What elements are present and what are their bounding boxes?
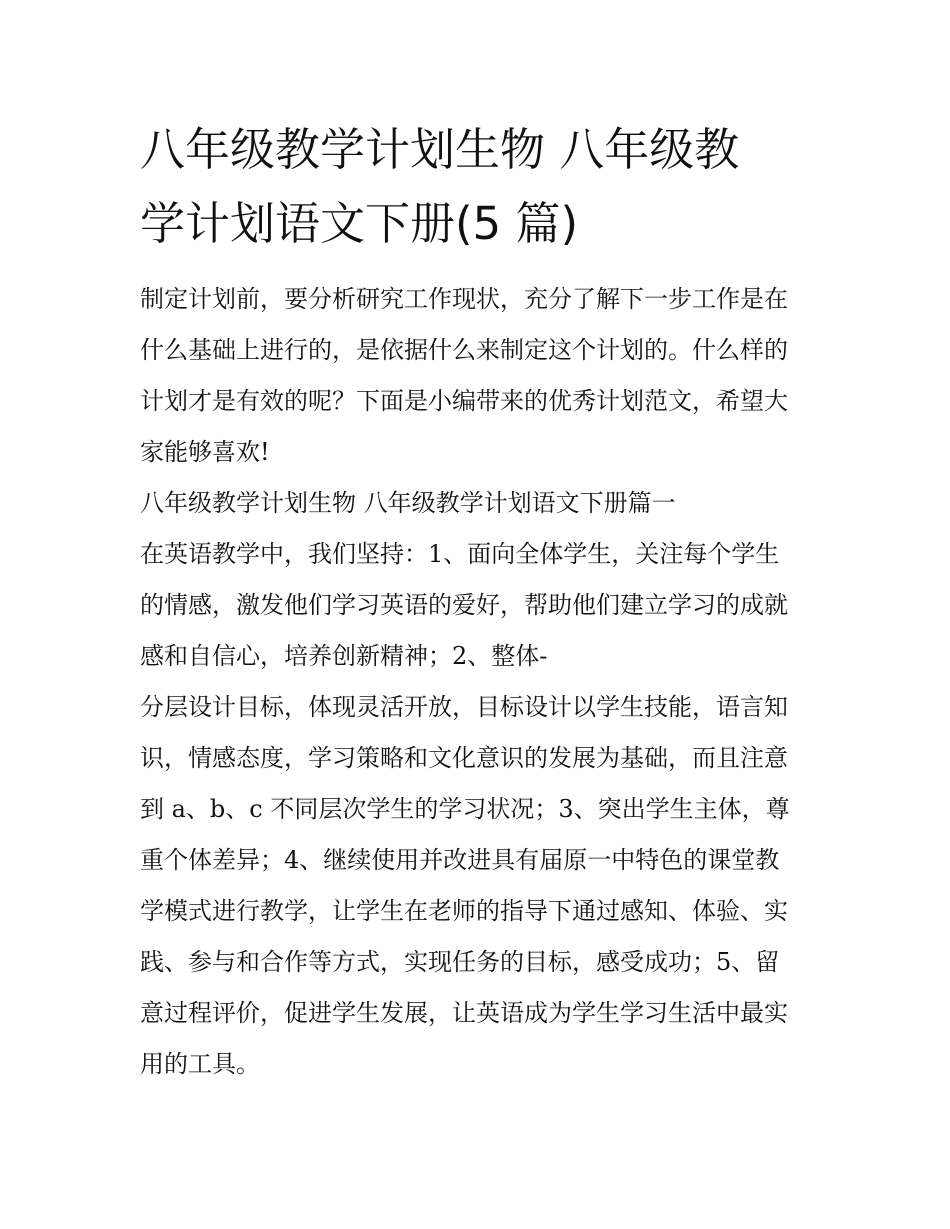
intro-line: 制定计划前，要分析研究工作现状，充分了解下一步工作是在 [140, 285, 788, 313]
paragraph-line: 学模式进行教学，让学生在老师的指导下通过感知、体验、实 [140, 897, 788, 925]
paragraph-line: 分层设计目标，体现灵活开放，目标设计以学生技能，语言知 [140, 693, 788, 721]
section-heading-text: 八年级教学计划生物 八年级教学计划语文下册篇一 [140, 489, 676, 517]
paragraph-line: 在英语教学中，我们坚持：1、面向全体学生，关注每个学生 [140, 540, 780, 568]
title-line: 八年级教学计划生物 八年级教 [140, 123, 740, 176]
paragraph-line: 到 a、b、c 不同层次学生的学习状况；3、突出学生主体，尊 [140, 795, 790, 823]
paragraph-line: 识，情感态度，学习策略和文化意识的发展为基础，而且注意 [140, 744, 788, 772]
paragraph-line: 重个体差异；4、继续使用并改进具有届原一中特色的课堂教 [140, 846, 780, 874]
paragraph-line: 践、参与和合作等方式，实现任务的目标，感受成功；5、留 [140, 948, 780, 976]
intro-line: 家能够喜欢! [140, 438, 270, 466]
section-heading [140, 478, 812, 529]
paragraph-line: 的情感，激发他们学习英语的爱好，帮助他们建立学习的成就 [140, 591, 788, 619]
title-line: 学计划语文下册(5 篇) [140, 197, 579, 250]
intro-line: 计划才是有效的呢？下面是小编带来的优秀计划范文，希望大 [140, 387, 788, 415]
body-paragraph [140, 529, 812, 1090]
intro-paragraph [140, 274, 812, 478]
document-title [140, 113, 820, 261]
paragraph-line: 意过程评价，促进学生发展，让英语成为学生学习生活中最实 [140, 999, 788, 1027]
document-body [140, 274, 812, 1090]
intro-line: 什么基础上进行的，是依据什么来制定这个计划的。什么样的 [140, 336, 788, 364]
paragraph-line: 感和自信心，培养创新精神；2、整体- [140, 642, 548, 670]
paragraph-line: 用的工具。 [140, 1050, 260, 1078]
